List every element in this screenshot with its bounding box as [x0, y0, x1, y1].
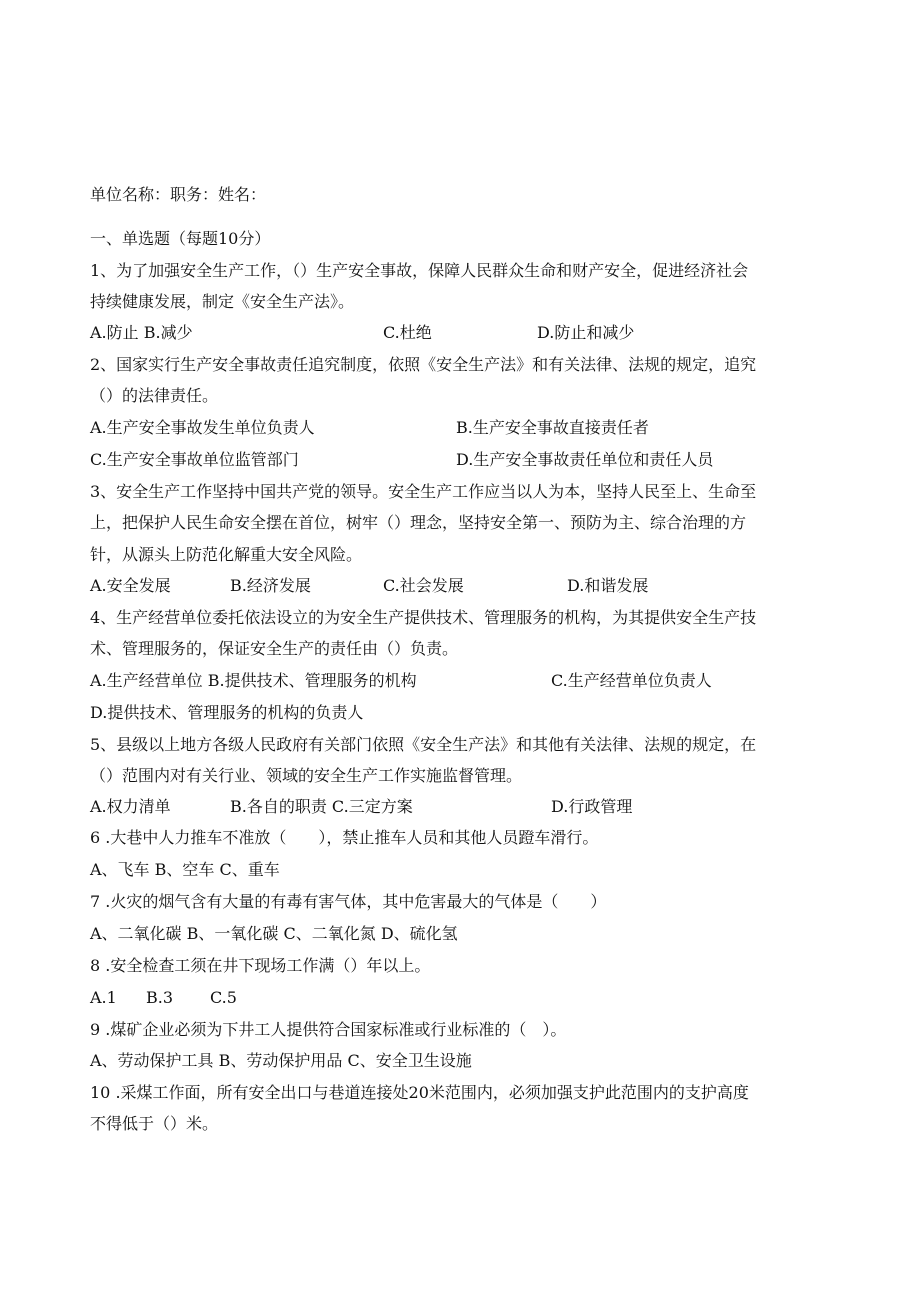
question-7-line-1: 7 .火灾的烟气含有大量的有毒有害气体，其中危害最大的气体是（ ）: [90, 892, 607, 911]
question-9-line-1: 9 .煤矿企业必须为下井工人提供符合国家标准或行业标准的（ ）。: [90, 1020, 567, 1039]
question-2-option-b: B.生产安全事故直接责任者: [456, 418, 649, 437]
question-5-option-a: A.权力清单: [90, 797, 171, 816]
question-3-option-d: D.和谐发展: [567, 576, 649, 595]
question-4-line-2: 术、管理服务的，保证安全生产的责任由（）负责。: [90, 639, 459, 658]
question-8-option-a: A.1: [90, 988, 117, 1007]
question-9-options: A、劳动保护工具 B、劳动保护用品 C、安全卫生设施: [90, 1051, 472, 1070]
question-8-line-1: 8 .安全检查工须在井下现场工作满（）年以上。: [90, 956, 431, 975]
question-10-line-1: 10 .采煤工作面，所有安全出口与巷道连接处20米范围内，必须加强支护此范围内的支护高度: [90, 1083, 749, 1102]
header-info-line: 单位名称：职务：姓名：: [90, 185, 267, 204]
question-7-options: A、二氧化碳 B、一氧化碳 C、二氧化氮 D、硫化氢: [90, 924, 458, 943]
question-3-option-b: B.经济发展: [230, 576, 311, 595]
question-3-line-1: 3、安全生产工作坚持中国共产党的领导。安全生产工作应当以人为本，坚持人民至上、生命至: [90, 482, 757, 501]
question-1-option-c: C.杜绝: [383, 323, 432, 342]
question-8-option-c: C.5: [210, 988, 237, 1007]
question-3-line-3: 针，从源头上防范化解重大安全风险。: [90, 545, 363, 564]
question-1-option-d: D.防止和减少: [537, 323, 635, 342]
question-5-line-1: 5、县级以上地方各级人民政府有关部门依照《安全生产法》和其他有关法律、法规的规定，在: [90, 735, 757, 754]
question-5-option-bc: B.各自的职责 C.三定方案: [230, 797, 413, 816]
question-6-options: A、飞车 B、空车 C、重车: [90, 860, 280, 879]
question-3-line-2: 上，把保护人民生命安全摆在首位，树牢（）理念，坚持安全第一、预防为主、综合治理的方: [90, 513, 747, 532]
question-1-line-2: 持续健康发展，制定《安全生产法》。: [90, 292, 355, 311]
question-10-line-2: 不得低于（）米。: [90, 1114, 219, 1133]
question-5-line-2: （）范围内对有关行业、领域的安全生产工作实施监督管理。: [90, 766, 523, 785]
question-6-line-1: 6 .大巷中人力推车不准放（ ），禁止推车人员和其他人员蹬车滑行。: [90, 828, 599, 847]
question-2-option-c: C.生产安全事故单位监管部门: [90, 450, 299, 469]
question-4-option-c: C.生产经营单位负责人: [551, 671, 712, 690]
question-1-option-ab: A.防止 B.减少: [90, 323, 193, 342]
question-4-option-ab: A.生产经营单位 B.提供技术、管理服务的机构: [90, 671, 417, 690]
question-4-line-1: 4、生产经营单位委托依法设立的为安全生产提供技术、管理服务的机构，为其提供安全生产技: [90, 608, 757, 627]
question-2-line-2: （）的法律责任。: [90, 386, 219, 405]
question-2-option-d: D.生产安全事故责任单位和责任人员: [456, 450, 714, 469]
section-title: 一、单选题（每题10分）: [90, 229, 271, 248]
question-3-option-c: C.社会发展: [383, 576, 464, 595]
question-3-option-a: A.安全发展: [90, 576, 171, 595]
question-2-line-1: 2、国家实行生产安全事故责任追究制度，依照《安全生产法》和有关法律、法规的规定，追究: [90, 355, 757, 374]
question-1-line-1: 1、为了加强安全生产工作，（）生产安全事故，保障人民群众生命和财产安全，促进经济社会: [90, 261, 749, 280]
question-2-option-a: A.生产安全事故发生单位负责人: [90, 418, 315, 437]
question-8-option-b: B.3: [146, 988, 174, 1007]
question-5-option-d: D.行政管理: [551, 797, 633, 816]
question-4-option-d: D.提供技术、管理服务的机构的负责人: [90, 703, 364, 722]
